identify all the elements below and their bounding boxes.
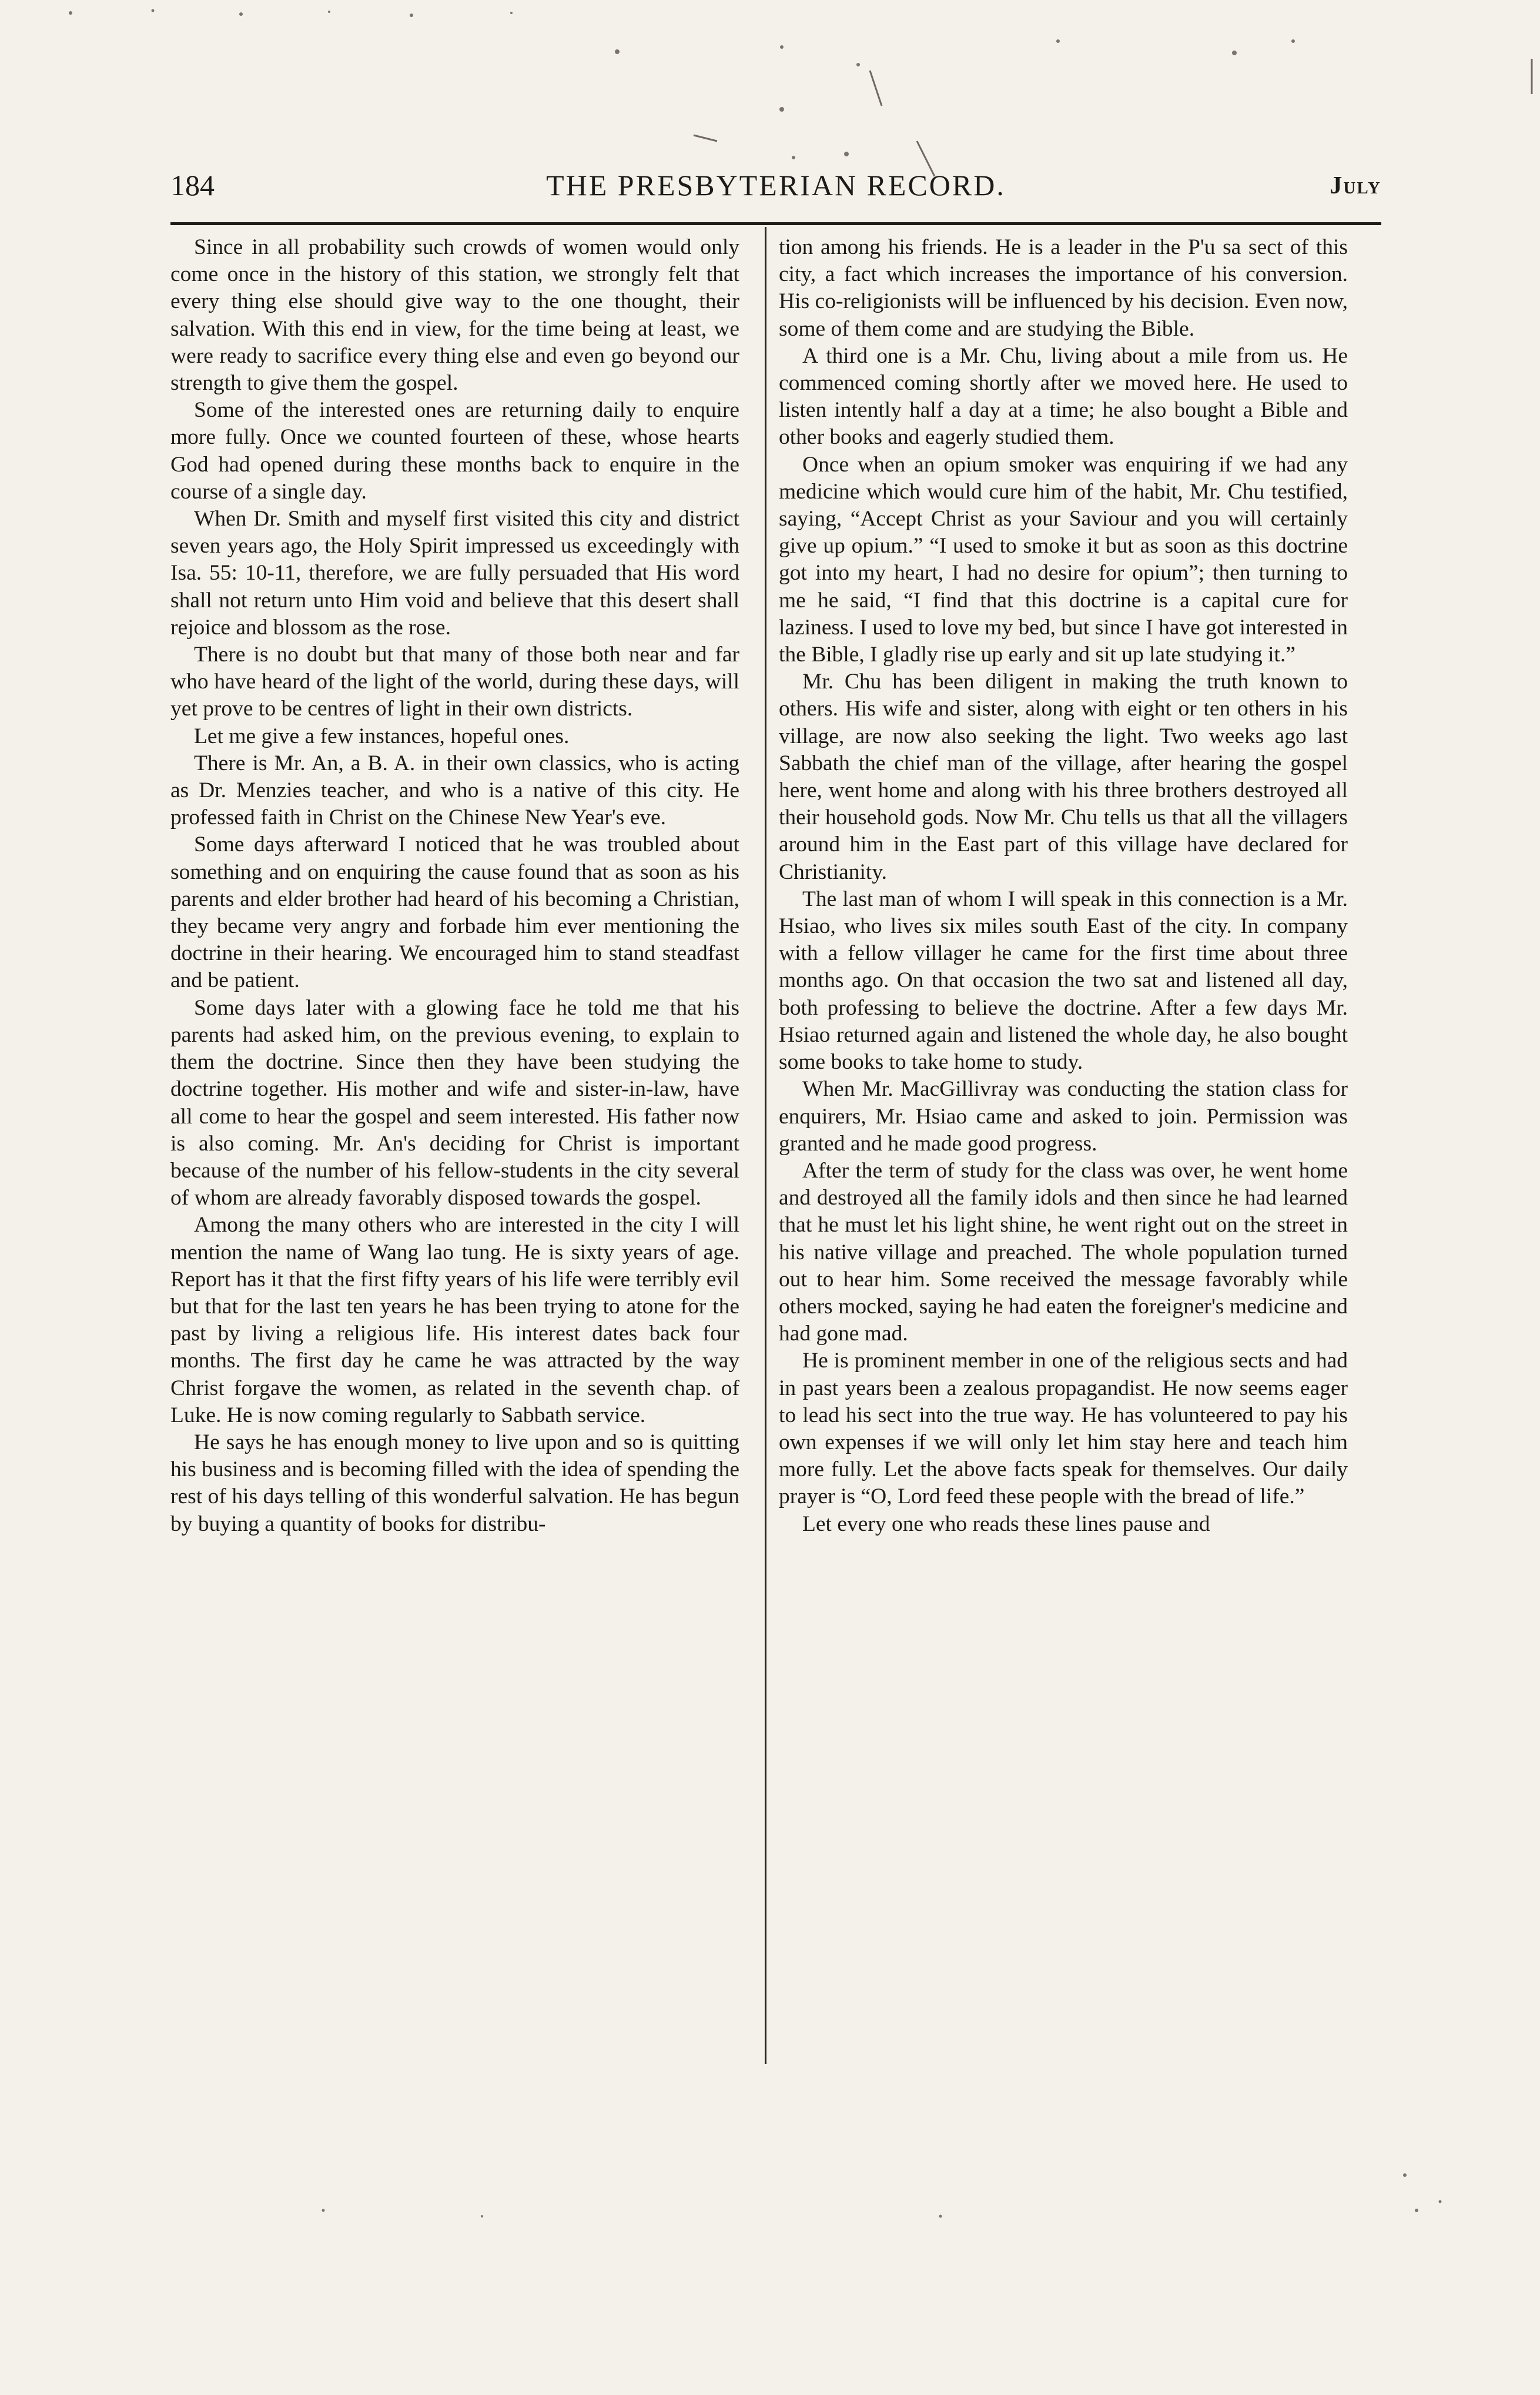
paragraph: When Mr. MacGillivray was conducting the station class for enquirers, Mr. Hsiao came and asked to join. Permission was granted and he made good progress.: [779, 1077, 1348, 1156]
paragraph: Some of the interested ones are returning daily to enquire more fully. Once we counted fourteen of these, whose hearts God had opened during these months back to enquire in the course of a single day.: [170, 398, 739, 504]
paragraph: Let me give a few instances, hopeful ones.: [194, 724, 570, 748]
page-number: 184: [170, 169, 215, 202]
column-divider: [765, 227, 766, 2064]
left-column: [170, 234, 739, 2068]
journal-title: THE PRESBYTERIAN RECORD.: [546, 169, 1006, 202]
right-column: [779, 234, 1348, 2068]
paragraph: tion among his friends. He is a leader in the P'u sa sect of this city, a fact which increases the importance of his conversion. His co-religionists will be influenced by his decision. Even now, some of them come and are studying the Bible.: [779, 235, 1348, 341]
paragraph: Let every one who reads these lines pause and: [802, 1511, 1210, 1536]
paragraph: When Dr. Smith and myself first visited this city and district seven years ago, the Holy Spirit impressed us exceedingly with Isa. 55: 10-11, therefore, we are fully persuaded that His word shall not return unto Him void and believe that this desert shall rejoice and blossom as the rose.: [170, 507, 739, 640]
paragraph: Among the many others who are interested in the city I will mention the name of Wang lao tung. He is sixty years of age. Report has it that the first fifty years of his life were terribly evil but that for the last ten years he has been trying to atone for the past by living a religious life. His interest dates back four months. The first day he came he was attracted by the way Christ forgave the women, as related in the seventh chap. of Luke. He is now coming regularly to Sabbath service.: [170, 1213, 739, 1427]
paragraph: Since in all probability such crowds of women would only come once in the history of this station, we strongly felt that every thing else should give way to the one thought, their salvation. With this end in view, for the time being at least, we were ready to sacrifice every thing else and even go beyond our strength to give them the gospel.: [170, 235, 739, 396]
issue-month: July: [1330, 172, 1381, 199]
paragraph: Mr. Chu has been diligent in making the truth known to others. His wife and sister, along with eight or ten others in his village, are now also seeking the light. Two weeks ago last Sabbath the chief man of the village, after hearing the gospel here, went home and along with his three brothers destroyed all their household gods. Now Mr. Chu tells us that all the villagers around him in the East part of this village have declared for Christianity.: [779, 670, 1348, 884]
header-rule: [170, 222, 1381, 225]
paragraph: He says he has enough money to live upon and so is quitting his business and is becoming filled with the idea of spending the rest of his days telling of this wonderful salvation. He has begun by buying a quantity of books for distribu-: [170, 1430, 739, 1536]
paragraph: There is no doubt but that many of those both near and far who have heard of the light of the world, during these days, will yet prove to be centres of light in their own districts.: [170, 643, 739, 721]
paragraph: Once when an opium smoker was enquiring if we had any medicine which would cure him of the habit, Mr. Chu testified, saying, “Accept Christ as your Saviour and you will certainly give up opium.” “I used to smoke it but as soon as this doctrine got into my heart, I had no desire for opium”; then turning to me he said, “I find that this doctrine is a capital cure for laziness. I used to love my bed, but since I have got interested in the Bible, I gladly rise up early and sit up late studying it.”: [779, 452, 1348, 667]
paragraph: A third one is a Mr. Chu, living about a mile from us. He commenced coming shortly after we moved here. He used to listen intently half a day at a time; he also bought a Bible and other books and eagerly studied them.: [779, 343, 1348, 450]
paragraph: After the term of study for the class was over, he went home and destroyed all the family idols and then since he had learned that he must let his light shine, he went right out on the street in his native village and preached. The whole population turned out to hear him. Some received the message favorably while others mocked, saying he had eaten the foreigner's medicine and had gone mad.: [779, 1158, 1348, 1346]
paragraph: Some days afterward I noticed that he was troubled about something and on enquiring the cause found that as soon as his parents and elder brother had heard of his becoming a Christian, they became very angry and forbade him ever mentioning the doctrine in their hearing. We encouraged him to stand steadfast and be patient.: [170, 832, 739, 993]
paragraph: Some days later with a glowing face he told me that his parents had asked him, on the previous evening, to explain to them the doctrine. Since then they have been studying the doctrine together. His mother and wife and sister-in-law, have all come to hear the gospel and seem interested. His father now is also coming. Mr. An's deciding for Christ is important because of the number of his fellow-students in the city several of whom are already favorably disposed towards the gospel.: [170, 995, 739, 1210]
running-header: [170, 168, 1381, 215]
paragraph: He is prominent member in one of the religious sects and had in past years been a zealous propagandist. He now seems eager to lead his sect into the true way. He has volunteered to pay his own expenses if we will only let him stay here and teach him more fully. Let the above facts speak for themselves. Our daily prayer is “O, Lord feed these people with the bread of life.”: [779, 1349, 1348, 1509]
paragraph: There is Mr. An, a B. A. in their own classics, who is acting as Dr. Menzies teacher, and who is a native of this city. He professed faith in Christ on the Chinese New Year's eve.: [170, 751, 739, 830]
paragraph: The last man of whom I will speak in this connection is a Mr. Hsiao, who lives six miles south East of the city. In company with a fellow villager he came for the first time about three months ago. On that occasion the two sat and listened all day, both professing to believe the doctrine. After a few days Mr. Hsiao returned again and listened the whole day, he also bought some books to take home to study.: [779, 887, 1348, 1075]
